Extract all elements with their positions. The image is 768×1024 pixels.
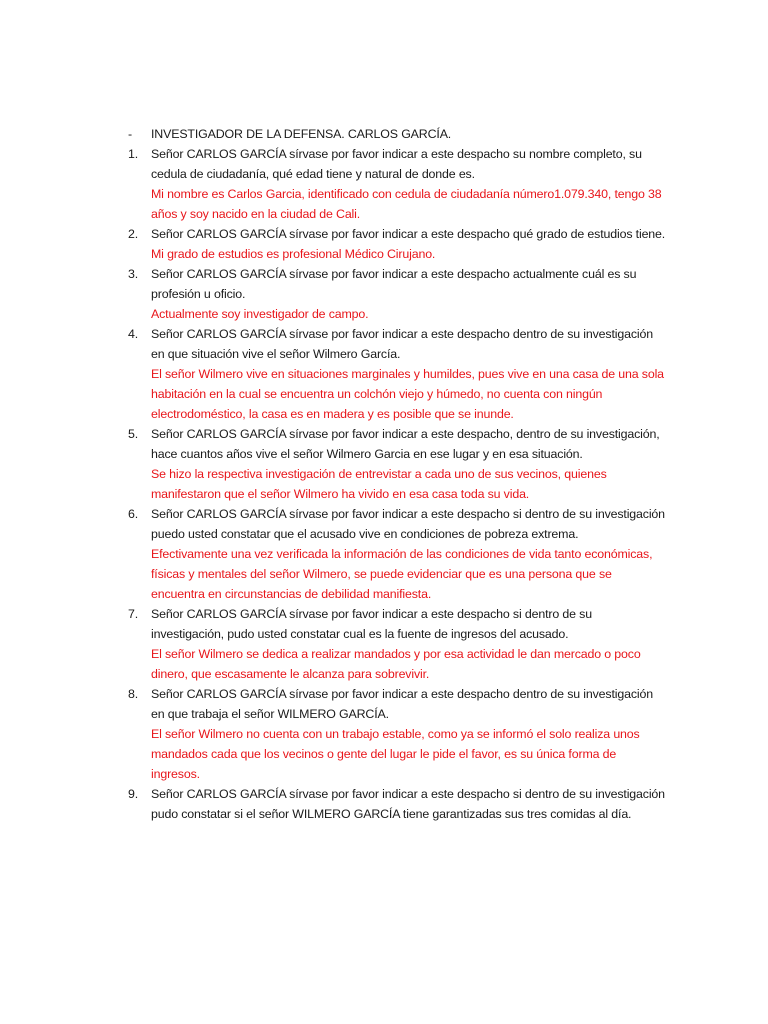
dash-marker: - bbox=[128, 127, 132, 141]
answer-text: Efectivamente una vez verificada la información de las condiciones de vida tanto económicas, físicas y mentales del señor Wilmero, se puede evidenciar que es una persona que se encuentra en circunstancias de debilidad manifiesta. bbox=[151, 547, 653, 601]
item-number: 6. bbox=[128, 507, 139, 521]
heading-text: INVESTIGADOR DE LA DEFENSA. CARLOS GARCÍA. bbox=[151, 127, 452, 141]
question-text: Señor CARLOS GARCÍA sírvase por favor indicar a este despacho dentro de su investigación en que situación vive el señor Wilmero García. bbox=[151, 327, 653, 361]
answer-text: El señor Wilmero se dedica a realizar mandados y por esa actividad le dan mercado o poco dinero, que escasamente le alcanza para sobrevivir. bbox=[151, 647, 641, 681]
question-item-9 bbox=[128, 784, 668, 824]
item-number: 1. bbox=[128, 147, 139, 161]
question-text: Señor CARLOS GARCÍA sírvase por favor indicar a este despacho, dentro de su investigación, hace cuantos años vive el señor Wilmero Garcia en ese lugar y en esa situación. bbox=[151, 427, 660, 461]
answer-text: Mi grado de estudios es profesional Médico Cirujano. bbox=[151, 247, 436, 261]
question-item-5 bbox=[128, 424, 668, 504]
question-text: Señor CARLOS GARCÍA sírvase por favor indicar a este despacho si dentro de su investigación pudo constatar si el señor WILMERO GARCÍA tiene garantizadas sus tres comidas al día. bbox=[151, 787, 665, 821]
answer-text: El señor Wilmero vive en situaciones marginales y humildes, pues vive en una casa de una sola habitación en la cual se encuentra un colchón viejo y húmedo, no cuenta con ningún electrodoméstico, la casa es en madera y es posible que se inunde. bbox=[151, 367, 664, 421]
answer-text: Actualmente soy investigador de campo. bbox=[151, 307, 369, 321]
item-number: 5. bbox=[128, 427, 139, 441]
question-text: Señor CARLOS GARCÍA sírvase por favor indicar a este despacho qué grado de estudios tiene. bbox=[151, 227, 666, 241]
question-text: Señor CARLOS GARCÍA sírvase por favor indicar a este despacho actualmente cuál es su profesión u oficio. bbox=[151, 267, 637, 301]
question-text: Señor CARLOS GARCÍA sírvase por favor indicar a este despacho si dentro de su investigación, pudo usted constatar cual es la fuente de ingresos del acusado. bbox=[151, 607, 592, 641]
question-item-7 bbox=[128, 604, 668, 684]
item-number: 8. bbox=[128, 687, 139, 701]
question-text: Señor CARLOS GARCÍA sírvase por favor indicar a este despacho su nombre completo, su cedula de ciudadanía, qué edad tiene y natural de donde es. bbox=[151, 147, 642, 181]
item-number: 4. bbox=[128, 327, 139, 341]
question-item-1 bbox=[128, 144, 668, 224]
question-text: Señor CARLOS GARCÍA sírvase por favor indicar a este despacho si dentro de su investigación puedo usted constatar que el acusado vive en condiciones de pobreza extrema. bbox=[151, 507, 665, 541]
question-item-6 bbox=[128, 504, 668, 604]
item-number: 9. bbox=[128, 787, 139, 801]
question-item-8 bbox=[128, 684, 668, 784]
item-number: 3. bbox=[128, 267, 139, 281]
question-item-3 bbox=[128, 264, 668, 324]
interrogation-document bbox=[128, 124, 668, 824]
document-heading bbox=[128, 124, 668, 144]
question-text: Señor CARLOS GARCÍA sírvase por favor indicar a este despacho dentro de su investigación en que trabaja el señor WILMERO GARCÍA. bbox=[151, 687, 653, 721]
question-item-2 bbox=[128, 224, 668, 264]
question-item-4 bbox=[128, 324, 668, 424]
answer-text: Mi nombre es Carlos Garcia, identificado con cedula de ciudadanía número1.079.340, tengo 38 años y soy nacido en la ciudad de Cali. bbox=[151, 187, 662, 221]
answer-text: El señor Wilmero no cuenta con un trabajo estable, como ya se informó el solo realiza unos mandados cada que los vecinos o gente del lugar le pide el favor, es su única forma de ingresos. bbox=[151, 727, 640, 781]
answer-text: Se hizo la respectiva investigación de entrevistar a cada uno de sus vecinos, quienes manifestaron que el señor Wilmero ha vivido en esa casa toda su vida. bbox=[151, 467, 607, 501]
item-number: 7. bbox=[128, 607, 139, 621]
item-number: 2. bbox=[128, 227, 139, 241]
